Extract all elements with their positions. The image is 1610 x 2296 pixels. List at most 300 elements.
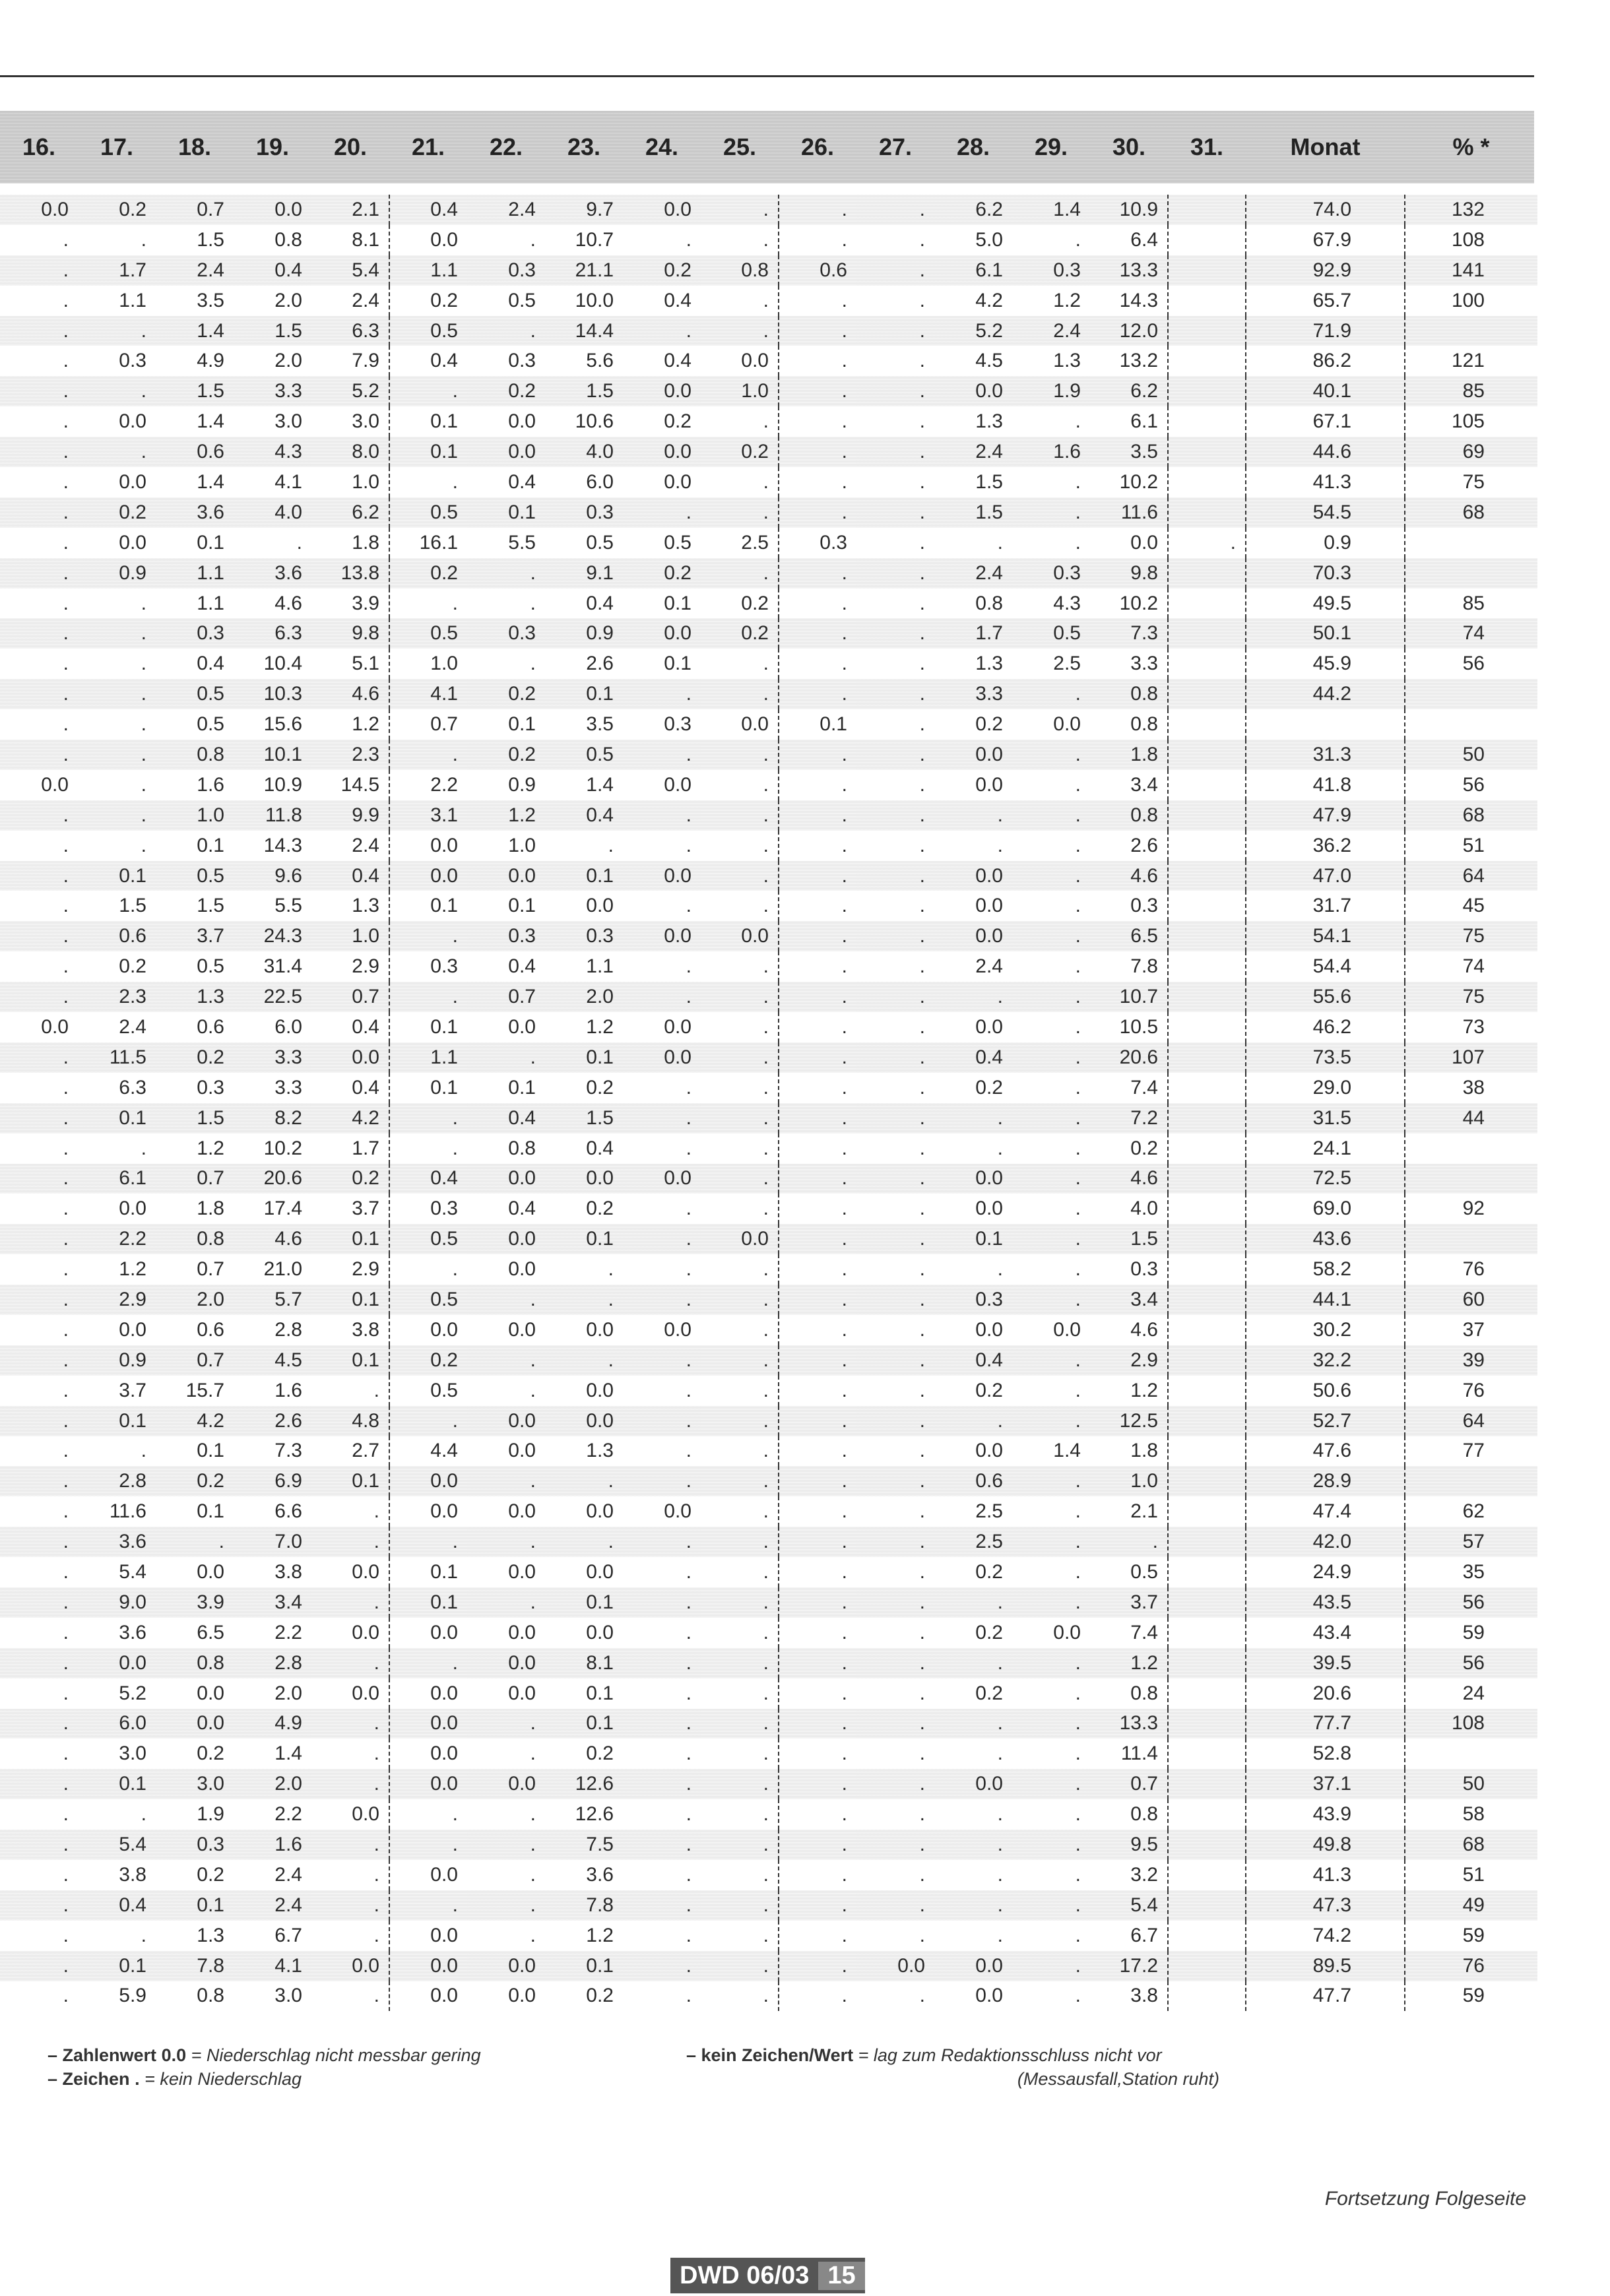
daily-value-cell: 0.3 [467,255,545,286]
table-row [0,225,1537,255]
daily-value-cell: 1.2 [197,1137,224,1159]
daily-value-cell: . [311,1527,389,1557]
daily-value-cell: 6.6 [274,1500,302,1523]
daily-value-cell: . [623,1466,701,1496]
daily-value-cell: . [856,1224,934,1254]
daily-value-cell: 0.0 [934,376,1012,406]
daily-value-cell: . [63,653,69,675]
daily-value-cell: 0.1 [467,497,545,528]
daily-value-cell: . [311,1648,389,1678]
column-header: 24. [645,133,679,160]
monthly-total-cell: 44.1 [1246,1285,1405,1315]
daily-value-cell: 0.2 [119,955,146,978]
daily-value-cell: 0.1 [389,437,467,467]
daily-value-cell: 1.6 [274,1379,302,1401]
daily-value-cell: 3.7 [1090,1587,1168,1618]
daily-value-cell: . [701,225,779,255]
daily-value-cell: 1.4 [197,410,224,433]
daily-value-cell: 1.1 [389,255,467,286]
daily-value-cell: . [997,834,1003,856]
daily-value-cell: 0.7 [197,1258,224,1281]
daily-value-cell: . [841,1561,847,1583]
daily-value-cell: . [0,921,78,951]
table-row [0,1466,1537,1496]
daily-value-cell: 0.5 [508,289,536,311]
daily-value-cell: . [919,1258,925,1281]
column-header: 19. [255,133,290,160]
monthly-total-cell: 30.2 [1246,1315,1405,1345]
daily-value-cell: 9.8 [1090,558,1168,589]
daily-value-cell: 10.4 [263,653,302,675]
daily-value-cell: 0.9 [78,1345,156,1376]
daily-value-cell: . [467,1830,545,1860]
monthly-total-cell: 49.8 [1246,1830,1405,1860]
daily-value-cell: . [1075,1803,1081,1826]
daily-value-cell: . [856,376,934,406]
daily-value-cell: . [623,1951,701,1981]
daily-value-cell: 1.3 [586,1440,614,1462]
daily-value-cell: 0.6 [197,1015,224,1038]
daily-value-cell: . [311,1860,389,1890]
daily-value-cell: 0.0 [623,376,701,406]
daily-value-cell [1168,800,1246,831]
daily-value-cell: . [530,1803,536,1826]
daily-value-cell: . [63,1318,69,1341]
legend-key: – Zeichen [48,2069,130,2089]
daily-value-cell: 2.0 [545,982,623,1012]
daily-value-cell: . [623,679,701,709]
monthly-total-cell: 89.5 [1246,1951,1405,1981]
daily-value-cell: 0.6 [156,437,234,467]
daily-value-cell: . [701,740,779,770]
daily-value-cell: . [919,1440,925,1462]
legend-value: . [135,2069,140,2089]
daily-value-cell: . [452,1803,458,1826]
daily-value-cell: . [1012,982,1090,1012]
daily-value-cell: 0.1 [545,861,623,891]
daily-value-cell: 0.2 [701,437,779,467]
daily-value-cell: . [779,800,856,831]
daily-value-cell: 2.5 [701,528,779,558]
legend-item-zeichen [48,2069,302,2089]
monthly-total-cell: 50.1 [1246,618,1405,649]
daily-value-cell: 1.5 [545,1103,623,1133]
daily-value-cell: 2.9 [78,1285,156,1315]
daily-value-cell: 21.0 [263,1258,302,1281]
daily-value-cell: 0.0 [623,437,701,467]
daily-value-cell: 14.5 [311,770,389,800]
daily-value-cell: . [389,376,467,406]
daily-value-cell: . [78,618,156,649]
daily-value-cell: . [779,1830,856,1860]
daily-value-cell: 0.0 [586,1379,614,1401]
daily-value-cell: . [779,437,856,467]
daily-value-cell: 0.7 [156,1164,234,1194]
table-row [0,1194,1537,1224]
daily-value-cell: . [779,1285,856,1315]
precipitation-table [0,195,1537,2011]
monthly-total-cell: 39.5 [1246,1648,1405,1678]
daily-value-cell: . [701,770,779,800]
daily-value-cell: 6.5 [197,1621,224,1643]
daily-value-cell: 7.3 [274,1440,302,1462]
table-row [0,589,1537,619]
daily-value-cell: . [623,1103,701,1133]
daily-value-cell: 5.4 [78,1830,156,1860]
daily-value-cell: . [841,470,847,493]
daily-value-cell: 0.0 [467,437,545,467]
daily-value-cell: . [779,1587,856,1618]
daily-value-cell: 2.7 [311,1436,389,1467]
daily-value-cell: 10.0 [575,289,614,311]
daily-value-cell: 6.2 [934,195,1012,225]
daily-value-cell: . [311,1981,389,2012]
daily-value-cell: 1.2 [467,800,545,831]
daily-value-cell: 1.1 [156,558,234,589]
daily-value-cell: . [156,1527,234,1557]
daily-value-cell: . [1075,1924,1081,1946]
daily-value-cell: . [1168,528,1246,558]
daily-value-cell: . [997,531,1003,554]
daily-value-cell: 0.4 [664,350,692,372]
daily-value-cell: . [63,531,69,554]
daily-value-cell: 0.4 [508,955,536,978]
daily-value-cell: . [856,497,934,528]
daily-value-cell: . [608,834,614,856]
daily-value-cell: . [841,1258,847,1281]
daily-value-cell: . [0,1224,78,1254]
daily-value-cell: . [311,1830,389,1860]
daily-value-cell: . [701,1618,779,1648]
daily-value-cell: . [63,1742,69,1765]
daily-value-cell: . [856,1830,934,1860]
daily-value-cell: 7.3 [1090,618,1168,649]
daily-value-cell: . [701,831,779,861]
daily-value-cell: . [856,1466,934,1496]
daily-value-cell: 3.6 [156,497,234,528]
daily-value-cell: . [701,891,779,921]
daily-value-cell: . [686,1379,692,1401]
daily-value-cell: . [311,1890,389,1921]
daily-value-cell: . [919,1318,925,1341]
daily-value-cell: . [63,895,69,917]
monthly-total-cell: 47.0 [1246,861,1405,891]
percent-cell: 75 [1462,470,1485,493]
daily-value-cell: . [841,289,847,311]
daily-value-cell [1168,1224,1246,1254]
daily-value-cell: . [63,470,69,493]
monthly-total-cell: 74.2 [1246,1921,1405,1951]
daily-value-cell: . [701,1345,779,1376]
daily-value-cell: . [1012,1042,1090,1073]
daily-value-cell: 0.0 [975,1985,1003,2007]
table-row [0,1890,1537,1921]
daily-value-cell: 1.6 [1012,437,1090,467]
daily-value-cell: 13.8 [311,558,389,589]
daily-value-cell: . [141,773,146,796]
daily-value-cell: 4.1 [234,1951,311,1981]
daily-value-cell: 10.7 [1090,982,1168,1012]
daily-value-cell: 1.5 [234,316,311,346]
daily-value-cell: 9.7 [545,195,623,225]
daily-value-cell [1168,1618,1246,1648]
daily-value-cell: 0.2 [586,1742,614,1765]
percent-cell: 59 [1462,1924,1485,1946]
daily-value-cell: 0.2 [701,618,779,649]
daily-value-cell: 0.0 [934,1951,1012,1981]
daily-value-cell: . [1075,1863,1081,1886]
daily-value-cell: 20.6 [1090,1042,1168,1073]
monthly-total-cell: 65.7 [1246,286,1405,316]
monthly-total-cell: 41.3 [1246,1860,1405,1890]
daily-value-cell: . [686,1076,692,1099]
daily-value-cell: 0.0 [1053,1621,1081,1643]
daily-value-cell: . [1012,1224,1090,1254]
daily-value-cell: . [63,410,69,433]
daily-value-cell: . [0,1103,78,1133]
monthly-total-cell: 0.9 [1246,528,1405,558]
daily-value-cell: 3.3 [934,679,1012,709]
daily-value-cell: 0.5 [389,1224,467,1254]
table-row [0,709,1537,740]
daily-value-cell: 4.3 [1053,592,1081,614]
daily-value-cell: . [0,1164,78,1194]
daily-value-cell: . [389,1527,467,1557]
table-row [0,921,1537,951]
daily-value-cell: 0.5 [389,618,467,649]
daily-value-cell: . [701,982,779,1012]
daily-value-cell: . [701,1012,779,1042]
daily-value-cell: 4.9 [234,1709,311,1739]
daily-value-cell: . [623,1890,701,1921]
daily-value-cell: 5.0 [975,228,1003,251]
daily-value-cell: . [389,1830,467,1860]
daily-value-cell: 5.4 [119,1561,146,1583]
daily-value-cell: 0.2 [975,1561,1003,1583]
daily-value-cell: 0.5 [389,1285,467,1315]
daily-value-cell: 0.1 [197,1500,224,1523]
daily-value-cell: 0.4 [934,1042,1012,1073]
monthly-total-cell: 29.0 [1246,1073,1405,1103]
daily-value-cell: 0.9 [545,618,623,649]
monthly-total-cell: 45.9 [1246,649,1405,679]
percent-cell: 57 [1405,1527,1537,1557]
daily-value-cell: . [686,1258,692,1281]
monthly-total-cell: 54.5 [1246,497,1405,528]
daily-value-cell: 0.4 [586,1137,614,1159]
daily-value-cell: . [919,1742,925,1765]
daily-value-cell: . [856,800,934,831]
daily-value-cell: . [1012,1709,1090,1739]
daily-value-cell: . [530,1742,536,1765]
daily-value-cell: 0.3 [545,921,623,951]
daily-value-cell: . [0,1042,78,1073]
daily-value-cell: . [779,558,856,589]
daily-value-cell: . [856,255,934,286]
daily-value-cell: 0.8 [1090,679,1168,709]
legend-key: – kein Zeichen/Wert [686,2045,854,2065]
legend-equals: = [858,2045,869,2065]
daily-value-cell: 0.0 [119,1197,146,1220]
daily-value-cell: . [686,1863,692,1886]
legend-text: lag zum Redaktionsschluss nicht vor [873,2045,1162,2065]
daily-value-cell: 1.0 [156,800,234,831]
daily-value-cell: 3.7 [156,921,234,951]
daily-value-cell: 0.0 [430,1621,458,1643]
daily-value-cell: . [779,1951,856,1981]
daily-value-cell: 0.0 [701,921,779,951]
table-row [0,1951,1537,1981]
daily-value-cell: 0.0 [311,1799,389,1830]
daily-value-cell: 4.6 [234,1224,311,1254]
daily-value-cell: 17.2 [1090,1951,1168,1981]
daily-value-cell [1168,195,1246,225]
daily-value-cell: 2.5 [1053,653,1081,675]
monthly-total-cell: 67.1 [1246,406,1405,437]
monthly-total-cell: 31.3 [1246,740,1405,770]
daily-value-cell: . [141,228,146,251]
daily-value-cell: . [701,1376,779,1406]
daily-value-cell: . [78,740,156,770]
daily-value-cell: 3.5 [197,289,224,311]
daily-value-cell: 0.1 [78,861,156,891]
daily-value-cell: . [934,1587,1012,1618]
daily-value-cell: 2.3 [78,982,156,1012]
daily-value-cell: . [686,955,692,978]
daily-value-cell: 15.7 [185,1379,224,1401]
daily-value-cell: 0.2 [975,713,1003,736]
daily-value-cell: 6.1 [934,255,1012,286]
daily-value-cell [1168,1709,1246,1739]
daily-value-cell: . [686,1137,692,1159]
daily-value-cell [1168,1103,1246,1133]
percent-cell [1405,558,1537,589]
daily-value-cell: . [934,1103,1012,1133]
daily-value-cell: 0.4 [545,800,623,831]
daily-value-cell: 2.9 [311,1254,389,1285]
daily-value-cell: . [841,773,847,796]
daily-value-cell: . [0,376,78,406]
daily-value-cell: . [919,1621,925,1643]
daily-value-cell: . [389,1103,467,1133]
daily-value-cell: 2.4 [1012,316,1090,346]
daily-value-cell: 0.0 [467,1224,545,1254]
page-badge [670,2258,865,2293]
daily-value-cell: . [997,1863,1003,1886]
daily-value-cell: 1.5 [119,895,146,917]
daily-value-cell: 0.0 [0,195,78,225]
daily-value-cell [1168,1164,1246,1194]
daily-value-cell: . [919,895,925,917]
daily-value-cell: . [701,649,779,679]
daily-value-cell: . [856,195,934,225]
table-row [0,1436,1537,1467]
daily-value-cell: 2.2 [430,773,458,796]
percent-cell: 74 [1462,955,1485,978]
daily-value-cell: 2.0 [234,1769,311,1799]
daily-value-cell: 2.4 [274,1863,302,1886]
daily-value-cell: 0.0 [586,1318,614,1341]
daily-value-cell: 0.0 [508,1318,536,1341]
daily-value-cell: 0.2 [197,1863,224,1886]
daily-value-cell: . [701,1951,779,1981]
table-row [0,1921,1537,1951]
percent-cell: 24 [1462,1682,1485,1704]
daily-value-cell: 1.8 [197,1197,224,1220]
daily-value-cell: 1.5 [197,895,224,917]
daily-value-cell: . [530,592,536,614]
daily-value-cell: 0.4 [197,653,224,675]
table-row [0,1073,1537,1103]
daily-value-cell: 1.5 [1090,1224,1168,1254]
daily-value-cell: 22.5 [234,982,311,1012]
daily-value-cell: 0.0 [508,1258,536,1281]
daily-value-cell: . [530,1863,536,1886]
daily-value-cell: 1.0 [508,834,536,856]
daily-value-cell: 7.8 [545,1890,623,1921]
daily-value-cell: . [841,228,847,251]
daily-value-cell: . [467,1527,545,1557]
daily-value-cell: 0.2 [311,1164,389,1194]
daily-value-cell: 6.1 [1090,406,1168,437]
daily-value-cell: . [919,531,925,554]
daily-value-cell [1168,1830,1246,1860]
daily-value-cell: . [63,592,69,614]
daily-value-cell: 0.3 [1012,558,1090,589]
daily-value-cell: 4.0 [545,437,623,467]
daily-value-cell: . [841,1985,847,2007]
daily-value-cell: 0.1 [78,1951,156,1981]
daily-value-cell: 0.5 [664,531,692,554]
daily-value-cell: 0.3 [664,713,692,736]
daily-value-cell: 0.2 [467,740,545,770]
daily-value-cell: 1.4 [1012,195,1090,225]
daily-value-cell: 12.6 [575,1803,614,1826]
daily-value-cell: 0.3 [508,350,536,372]
column-header: 23. [567,133,601,160]
column-header: 27. [878,133,913,160]
daily-value-cell: . [856,1890,934,1921]
table-row [0,1315,1537,1345]
percent-cell [1405,679,1537,709]
daily-value-cell: . [63,1137,69,1159]
daily-value-cell: 0.0 [389,1951,467,1981]
daily-value-cell: 0.1 [545,1224,623,1254]
daily-value-cell: 6.5 [1090,921,1168,951]
daily-value-cell: . [841,653,847,675]
daily-value-cell: . [686,1561,692,1583]
daily-value-cell: 0.8 [975,592,1003,614]
daily-value-cell: 0.6 [934,1466,1012,1496]
daily-value-cell: . [623,982,701,1012]
table-row [0,618,1537,649]
daily-value-cell: 0.2 [1090,1133,1168,1164]
daily-value-cell: 8.2 [234,1103,311,1133]
daily-value-cell: . [389,921,467,951]
daily-value-cell: 0.3 [119,350,146,372]
daily-value-cell: 0.0 [430,1500,458,1523]
daily-value-cell: 0.1 [508,1076,536,1099]
daily-value-cell: . [701,800,779,831]
daily-value-cell: 1.1 [389,1042,467,1073]
daily-value-cell: 0.5 [156,679,234,709]
daily-value-cell: . [701,1678,779,1709]
percent-cell [1405,528,1537,558]
daily-value-cell: . [545,1527,623,1557]
daily-value-cell: 13.3 [1090,1709,1168,1739]
daily-value-cell: . [623,1224,701,1254]
daily-value-cell: . [1075,1682,1081,1704]
